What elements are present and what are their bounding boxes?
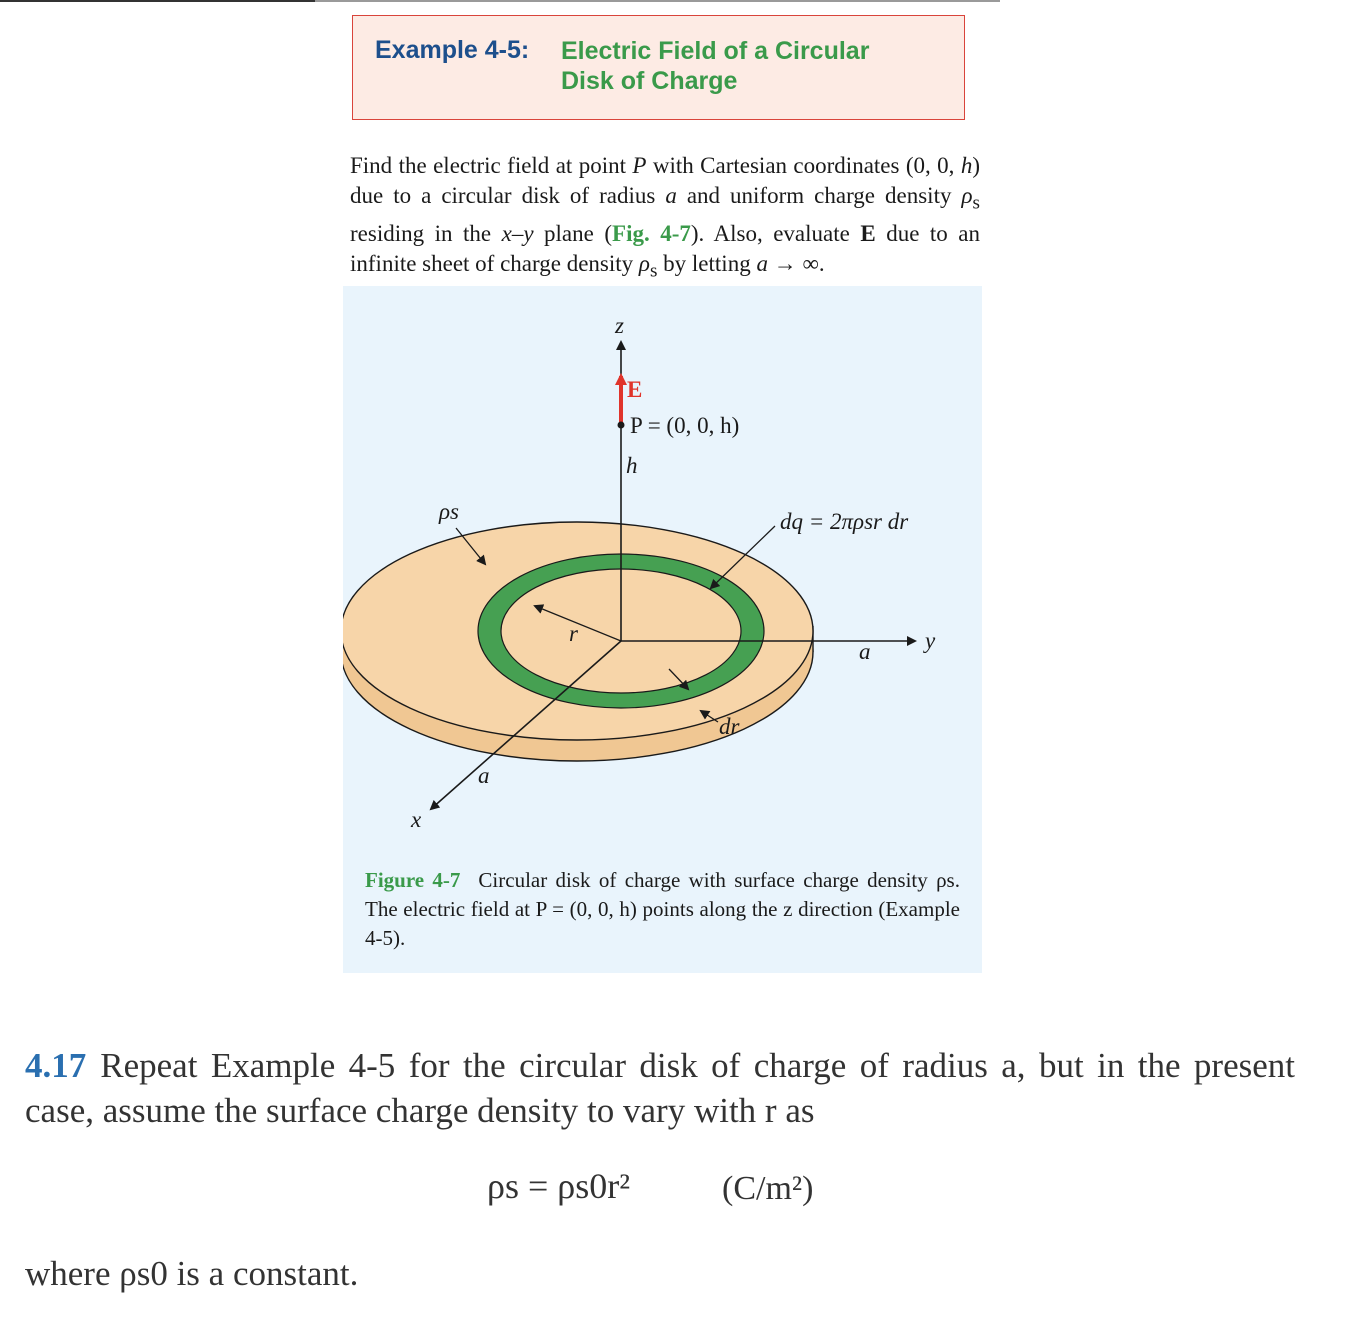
equation-units: (C/m²) [722, 1170, 814, 1207]
charge-density-equation: ρs = ρs0r² [487, 1166, 631, 1206]
problem-statement: Find the electric field at point P with Cartesian coordinates (0, 0, h) due to a circular disk of radius a and uniform charge density $\rho_s$ residing in the x–y plane (Fig. 4-7). Also, evaluate E due to an infinite sheet of charge density $\rho_s$ by letting a → ∞. [350, 153, 981, 282]
exercise-4-17 [25, 1043, 1295, 1133]
e-label: E [627, 377, 643, 402]
figure-panel [343, 286, 982, 973]
figure-caption-text: Circular disk of charge with surface charge density ρs. The electric field at P = (0, 0, h) points along the z direction (Example 4-5). [365, 868, 960, 950]
rho-s-label: ρs [439, 499, 459, 524]
exercise-number: 4.17 [25, 1046, 87, 1085]
point-p [618, 422, 625, 429]
h-label: h [626, 453, 638, 478]
a-bottom-label: a [478, 763, 490, 788]
example-title: Electric Field of a Circular Disk of Charge [561, 37, 870, 95]
top-rule-secondary [315, 0, 1000, 2]
where-clause: where ρs0 is a constant. [25, 1254, 359, 1293]
figure-reference-link[interactable]: Fig. 4-7 [612, 220, 691, 246]
p-label: P = (0, 0, h) [630, 413, 740, 438]
r-label: r [569, 621, 578, 646]
y-label: y [925, 628, 936, 653]
example-header-box [352, 15, 965, 120]
a-right-label: a [859, 639, 871, 664]
figure-caption [365, 866, 960, 953]
example-label: Example 4-5: [375, 36, 530, 64]
exercise-text: Repeat Example 4-5 for the circular disk of charge of radius a, but in the present case, assume the surface charge density to vary with r as [25, 1046, 1295, 1130]
dr-label: dr [719, 714, 740, 739]
figure-caption-label: Figure 4-7 [365, 868, 461, 892]
dq-label: dq = 2πρsr dr [780, 509, 909, 534]
z-label: z [615, 313, 624, 338]
x-label: x [411, 807, 422, 832]
